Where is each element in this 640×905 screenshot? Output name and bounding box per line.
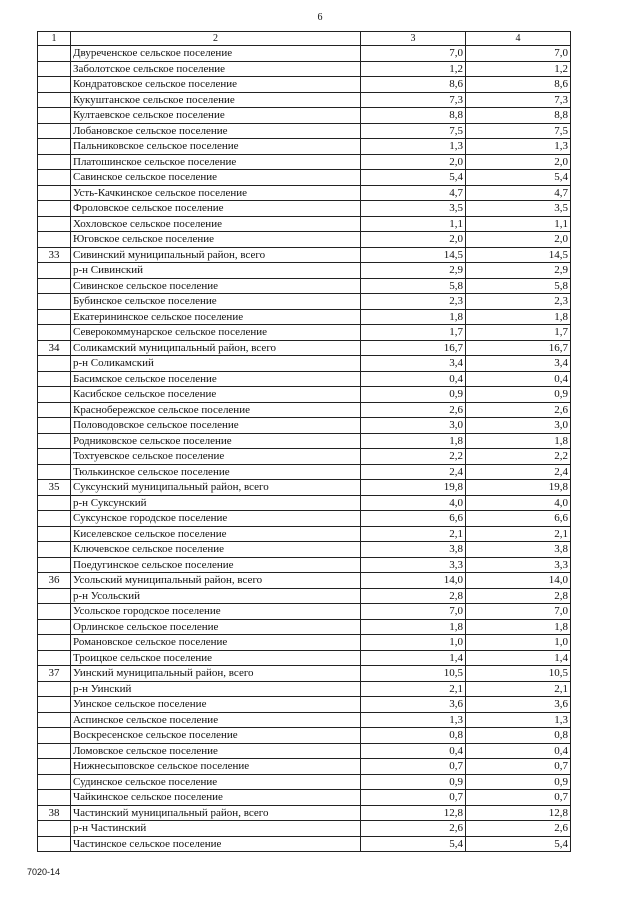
row-value-col3-cell: 8,6 — [361, 77, 466, 93]
row-value-col4-cell: 10,5 — [466, 666, 571, 682]
row-value-col4-cell: 1,2 — [466, 61, 571, 77]
table-row — [38, 309, 571, 325]
row-value-col4-cell: 7,0 — [466, 604, 571, 620]
row-value-col4-cell: 0,4 — [466, 743, 571, 759]
row-number-cell — [38, 588, 71, 604]
table-row — [38, 743, 571, 759]
row-value-col3-cell: 2,0 — [361, 232, 466, 248]
table-row — [38, 356, 571, 372]
row-name-cell: Фроловское сельское поселение — [71, 201, 361, 217]
row-name-cell: Киселевское сельское поселение — [71, 526, 361, 542]
table-row — [38, 526, 571, 542]
row-number-cell — [38, 449, 71, 465]
row-name-cell: Кукуштанское сельское поселение — [71, 92, 361, 108]
row-name-cell: Усть-Качкинское сельское поселение — [71, 185, 361, 201]
row-name-cell: Пальниковское сельское поселение — [71, 139, 361, 155]
row-number-cell — [38, 325, 71, 341]
row-value-col4-cell: 1,4 — [466, 650, 571, 666]
row-number-cell — [38, 108, 71, 124]
row-value-col3-cell: 1,3 — [361, 712, 466, 728]
row-number-cell — [38, 759, 71, 775]
row-value-col3-cell: 8,8 — [361, 108, 466, 124]
row-value-col3-cell: 2,6 — [361, 821, 466, 837]
row-number-cell — [38, 681, 71, 697]
row-name-cell: Лобановское сельское поселение — [71, 123, 361, 139]
row-number-cell — [38, 278, 71, 294]
table-row — [38, 464, 571, 480]
row-name-cell: р-н Усольский — [71, 588, 361, 604]
row-name-cell: Романовское сельское поселение — [71, 635, 361, 651]
row-name-cell: Уинский муниципальный район, всего — [71, 666, 361, 682]
row-name-cell: Чайкинское сельское поселение — [71, 790, 361, 806]
table-row — [38, 170, 571, 186]
row-value-col4-cell: 14,5 — [466, 247, 571, 263]
table-row — [38, 77, 571, 93]
row-number-cell — [38, 170, 71, 186]
row-number-cell — [38, 464, 71, 480]
row-number-cell — [38, 185, 71, 201]
row-value-col4-cell: 16,7 — [466, 340, 571, 356]
row-number-cell: 38 — [38, 805, 71, 821]
row-name-cell: Соликамский муниципальный район, всего — [71, 340, 361, 356]
row-value-col4-cell: 0,8 — [466, 728, 571, 744]
row-name-cell: Половодовское сельское поселение — [71, 418, 361, 434]
row-name-cell: р-н Соликамский — [71, 356, 361, 372]
row-value-col3-cell: 1,8 — [361, 619, 466, 635]
row-value-col4-cell: 2,0 — [466, 232, 571, 248]
row-number-cell — [38, 542, 71, 558]
header-col-1: 1 — [38, 32, 71, 46]
table-row — [38, 759, 571, 775]
row-name-cell: Аспинское сельское поселение — [71, 712, 361, 728]
row-value-col4-cell: 3,8 — [466, 542, 571, 558]
row-name-cell: Родниковское сельское поселение — [71, 433, 361, 449]
table-header-row — [38, 32, 571, 46]
row-value-col3-cell: 0,7 — [361, 759, 466, 775]
row-number-cell — [38, 635, 71, 651]
row-name-cell: р-н Сивинский — [71, 263, 361, 279]
table-row — [38, 294, 571, 310]
table-row — [38, 836, 571, 852]
row-value-col4-cell: 2,6 — [466, 402, 571, 418]
table-row — [38, 433, 571, 449]
row-value-col3-cell: 14,0 — [361, 573, 466, 589]
table-row — [38, 557, 571, 573]
table-body — [38, 32, 571, 852]
table-row — [38, 123, 571, 139]
row-value-col3-cell: 3,6 — [361, 697, 466, 713]
row-value-col3-cell: 7,5 — [361, 123, 466, 139]
row-value-col4-cell: 1,7 — [466, 325, 571, 341]
row-number-cell — [38, 123, 71, 139]
row-name-cell: Платошинское сельское поселение — [71, 154, 361, 170]
row-value-col4-cell: 2,6 — [466, 821, 571, 837]
table-row — [38, 805, 571, 821]
table-row — [38, 46, 571, 62]
table-row — [38, 92, 571, 108]
table-row — [38, 154, 571, 170]
row-value-col4-cell: 7,5 — [466, 123, 571, 139]
row-value-col3-cell: 0,9 — [361, 387, 466, 403]
row-value-col3-cell: 2,3 — [361, 294, 466, 310]
row-value-col3-cell: 5,4 — [361, 170, 466, 186]
row-value-col3-cell: 4,0 — [361, 495, 466, 511]
row-value-col4-cell: 3,5 — [466, 201, 571, 217]
row-value-col4-cell: 7,0 — [466, 46, 571, 62]
row-name-cell: Краснобережское сельское поселение — [71, 402, 361, 418]
table-row — [38, 61, 571, 77]
table-row — [38, 108, 571, 124]
allocation-table — [37, 31, 571, 852]
row-name-cell: Северокоммунарское сельское поселение — [71, 325, 361, 341]
row-number-cell — [38, 356, 71, 372]
row-name-cell: Суксунское городское поселение — [71, 511, 361, 527]
row-name-cell: Тюлькинское сельское поселение — [71, 464, 361, 480]
row-name-cell: Ломовское сельское поселение — [71, 743, 361, 759]
row-name-cell: р-н Суксунский — [71, 495, 361, 511]
table-row — [38, 573, 571, 589]
row-number-cell — [38, 712, 71, 728]
row-number-cell — [38, 402, 71, 418]
row-name-cell: Судинское сельское поселение — [71, 774, 361, 790]
row-value-col4-cell: 2,1 — [466, 681, 571, 697]
row-value-col4-cell: 5,8 — [466, 278, 571, 294]
row-value-col4-cell: 0,9 — [466, 387, 571, 403]
row-number-cell — [38, 836, 71, 852]
row-name-cell: Усольское городское поселение — [71, 604, 361, 620]
row-value-col4-cell: 2,9 — [466, 263, 571, 279]
row-number-cell: 33 — [38, 247, 71, 263]
row-number-cell — [38, 697, 71, 713]
row-number-cell — [38, 92, 71, 108]
row-value-col4-cell: 5,4 — [466, 836, 571, 852]
row-value-col4-cell: 7,3 — [466, 92, 571, 108]
row-number-cell — [38, 743, 71, 759]
row-name-cell: Савинское сельское поселение — [71, 170, 361, 186]
row-name-cell: Ключевское сельское поселение — [71, 542, 361, 558]
row-name-cell: Бубинское сельское поселение — [71, 294, 361, 310]
row-value-col4-cell: 1,8 — [466, 619, 571, 635]
header-col-2: 2 — [71, 32, 361, 46]
row-value-col4-cell: 4,7 — [466, 185, 571, 201]
table-row — [38, 371, 571, 387]
row-value-col4-cell: 0,7 — [466, 759, 571, 775]
row-value-col4-cell: 1,3 — [466, 712, 571, 728]
table-row — [38, 278, 571, 294]
row-value-col3-cell: 1,8 — [361, 433, 466, 449]
row-value-col3-cell: 10,5 — [361, 666, 466, 682]
row-value-col4-cell: 2,8 — [466, 588, 571, 604]
row-name-cell: Воскресенское сельское поселение — [71, 728, 361, 744]
row-value-col3-cell: 14,5 — [361, 247, 466, 263]
row-value-col3-cell: 3,0 — [361, 418, 466, 434]
table-row — [38, 263, 571, 279]
row-value-col4-cell: 6,6 — [466, 511, 571, 527]
table-row — [38, 650, 571, 666]
row-value-col3-cell: 19,8 — [361, 480, 466, 496]
row-name-cell: Уинское сельское поселение — [71, 697, 361, 713]
row-number-cell — [38, 46, 71, 62]
row-value-col4-cell: 3,4 — [466, 356, 571, 372]
row-value-col3-cell: 1,1 — [361, 216, 466, 232]
row-value-col4-cell: 1,3 — [466, 139, 571, 155]
row-value-col3-cell: 1,0 — [361, 635, 466, 651]
header-col-4: 4 — [466, 32, 571, 46]
row-number-cell — [38, 511, 71, 527]
row-value-col4-cell: 3,0 — [466, 418, 571, 434]
row-value-col3-cell: 7,0 — [361, 46, 466, 62]
row-value-col4-cell: 1,1 — [466, 216, 571, 232]
row-name-cell: Двуреченское сельское поселение — [71, 46, 361, 62]
row-name-cell: Поедугинское сельское поселение — [71, 557, 361, 573]
row-value-col3-cell: 3,3 — [361, 557, 466, 573]
row-value-col3-cell: 2,6 — [361, 402, 466, 418]
row-value-col4-cell: 1,8 — [466, 433, 571, 449]
row-number-cell — [38, 495, 71, 511]
row-value-col4-cell: 5,4 — [466, 170, 571, 186]
table-row — [38, 604, 571, 620]
row-value-col4-cell: 8,8 — [466, 108, 571, 124]
row-name-cell: Екатерининское сельское поселение — [71, 309, 361, 325]
row-value-col3-cell: 2,2 — [361, 449, 466, 465]
table-row — [38, 139, 571, 155]
row-value-col4-cell: 12,8 — [466, 805, 571, 821]
row-number-cell: 35 — [38, 480, 71, 496]
row-number-cell — [38, 418, 71, 434]
table-row — [38, 418, 571, 434]
row-number-cell — [38, 201, 71, 217]
table-row — [38, 635, 571, 651]
row-name-cell: Юговское сельское поселение — [71, 232, 361, 248]
row-name-cell: р-н Частинский — [71, 821, 361, 837]
row-value-col3-cell: 12,8 — [361, 805, 466, 821]
table-row — [38, 216, 571, 232]
page-number: 6 — [317, 12, 323, 23]
table-row — [38, 185, 571, 201]
row-number-cell — [38, 790, 71, 806]
table-row — [38, 387, 571, 403]
row-name-cell: Хохловское сельское поселение — [71, 216, 361, 232]
table-row — [38, 247, 571, 263]
row-number-cell — [38, 61, 71, 77]
row-value-col4-cell: 19,8 — [466, 480, 571, 496]
row-number-cell: 37 — [38, 666, 71, 682]
row-value-col3-cell: 2,1 — [361, 526, 466, 542]
table-row — [38, 511, 571, 527]
row-number-cell — [38, 557, 71, 573]
row-number-cell — [38, 232, 71, 248]
row-number-cell: 34 — [38, 340, 71, 356]
row-name-cell: Сивинское сельское поселение — [71, 278, 361, 294]
row-value-col3-cell: 0,7 — [361, 790, 466, 806]
row-name-cell: Тохтуевское сельское поселение — [71, 449, 361, 465]
row-number-cell — [38, 728, 71, 744]
row-number-cell — [38, 294, 71, 310]
row-value-col3-cell: 2,0 — [361, 154, 466, 170]
row-value-col3-cell: 3,8 — [361, 542, 466, 558]
table-row — [38, 774, 571, 790]
row-number-cell — [38, 154, 71, 170]
row-number-cell — [38, 604, 71, 620]
row-number-cell — [38, 433, 71, 449]
row-value-col3-cell: 1,4 — [361, 650, 466, 666]
row-value-col4-cell: 2,4 — [466, 464, 571, 480]
table-row — [38, 728, 571, 744]
row-value-col4-cell: 4,0 — [466, 495, 571, 511]
row-name-cell: Басимское сельское поселение — [71, 371, 361, 387]
row-name-cell: Орлинское сельское поселение — [71, 619, 361, 635]
row-value-col3-cell: 1,3 — [361, 139, 466, 155]
row-name-cell: р-н Уинский — [71, 681, 361, 697]
table-row — [38, 495, 571, 511]
table-row — [38, 681, 571, 697]
table-row — [38, 340, 571, 356]
row-value-col4-cell: 0,7 — [466, 790, 571, 806]
row-value-col3-cell: 5,4 — [361, 836, 466, 852]
row-name-cell: Сивинский муниципальный район, всего — [71, 247, 361, 263]
row-name-cell: Частинский муниципальный район, всего — [71, 805, 361, 821]
row-value-col4-cell: 8,6 — [466, 77, 571, 93]
table-row — [38, 790, 571, 806]
row-number-cell — [38, 821, 71, 837]
document-code: 7020-14 — [27, 867, 61, 877]
row-value-col3-cell: 16,7 — [361, 340, 466, 356]
table-row — [38, 325, 571, 341]
row-value-col3-cell: 2,1 — [361, 681, 466, 697]
row-value-col3-cell: 1,8 — [361, 309, 466, 325]
row-value-col3-cell: 0,8 — [361, 728, 466, 744]
row-value-col3-cell: 0,9 — [361, 774, 466, 790]
table-row — [38, 201, 571, 217]
row-value-col4-cell: 3,3 — [466, 557, 571, 573]
row-value-col3-cell: 4,7 — [361, 185, 466, 201]
row-name-cell: Заболотское сельское поселение — [71, 61, 361, 77]
row-value-col3-cell: 1,2 — [361, 61, 466, 77]
row-name-cell: Кондратовское сельское поселение — [71, 77, 361, 93]
row-name-cell: Троицкое сельское поселение — [71, 650, 361, 666]
table-row — [38, 542, 571, 558]
header-col-3: 3 — [361, 32, 466, 46]
row-value-col3-cell: 2,9 — [361, 263, 466, 279]
row-value-col3-cell: 5,8 — [361, 278, 466, 294]
row-value-col3-cell: 0,4 — [361, 371, 466, 387]
row-name-cell: Култаевское сельское поселение — [71, 108, 361, 124]
table-row — [38, 449, 571, 465]
row-number-cell — [38, 526, 71, 542]
row-value-col4-cell: 1,8 — [466, 309, 571, 325]
row-name-cell: Суксунский муниципальный район, всего — [71, 480, 361, 496]
table-row — [38, 712, 571, 728]
row-number-cell — [38, 650, 71, 666]
row-value-col3-cell: 6,6 — [361, 511, 466, 527]
row-value-col3-cell: 1,7 — [361, 325, 466, 341]
row-number-cell — [38, 139, 71, 155]
row-value-col4-cell: 3,6 — [466, 697, 571, 713]
row-value-col3-cell: 2,4 — [361, 464, 466, 480]
table-row — [38, 480, 571, 496]
table-row — [38, 588, 571, 604]
row-value-col3-cell: 2,8 — [361, 588, 466, 604]
row-value-col3-cell: 3,4 — [361, 356, 466, 372]
row-number-cell — [38, 216, 71, 232]
row-value-col4-cell: 2,0 — [466, 154, 571, 170]
row-name-cell: Усольский муниципальный район, всего — [71, 573, 361, 589]
row-value-col4-cell: 2,3 — [466, 294, 571, 310]
row-value-col4-cell: 14,0 — [466, 573, 571, 589]
row-number-cell — [38, 77, 71, 93]
row-value-col3-cell: 3,5 — [361, 201, 466, 217]
row-value-col3-cell: 7,3 — [361, 92, 466, 108]
row-number-cell — [38, 387, 71, 403]
row-value-col3-cell: 7,0 — [361, 604, 466, 620]
row-number-cell — [38, 263, 71, 279]
row-value-col3-cell: 0,4 — [361, 743, 466, 759]
row-number-cell — [38, 309, 71, 325]
table-row — [38, 402, 571, 418]
table-row — [38, 697, 571, 713]
table-row — [38, 666, 571, 682]
row-value-col4-cell: 2,2 — [466, 449, 571, 465]
row-value-col4-cell: 2,1 — [466, 526, 571, 542]
row-name-cell: Касибское сельское поселение — [71, 387, 361, 403]
row-number-cell — [38, 774, 71, 790]
row-value-col4-cell: 0,4 — [466, 371, 571, 387]
table-row — [38, 619, 571, 635]
row-number-cell: 36 — [38, 573, 71, 589]
row-number-cell — [38, 619, 71, 635]
row-name-cell: Нижнесыповское сельское поселение — [71, 759, 361, 775]
row-value-col4-cell: 0,9 — [466, 774, 571, 790]
row-number-cell — [38, 371, 71, 387]
table-row — [38, 821, 571, 837]
row-value-col4-cell: 1,0 — [466, 635, 571, 651]
table-row — [38, 232, 571, 248]
row-name-cell: Частинское сельское поселение — [71, 836, 361, 852]
